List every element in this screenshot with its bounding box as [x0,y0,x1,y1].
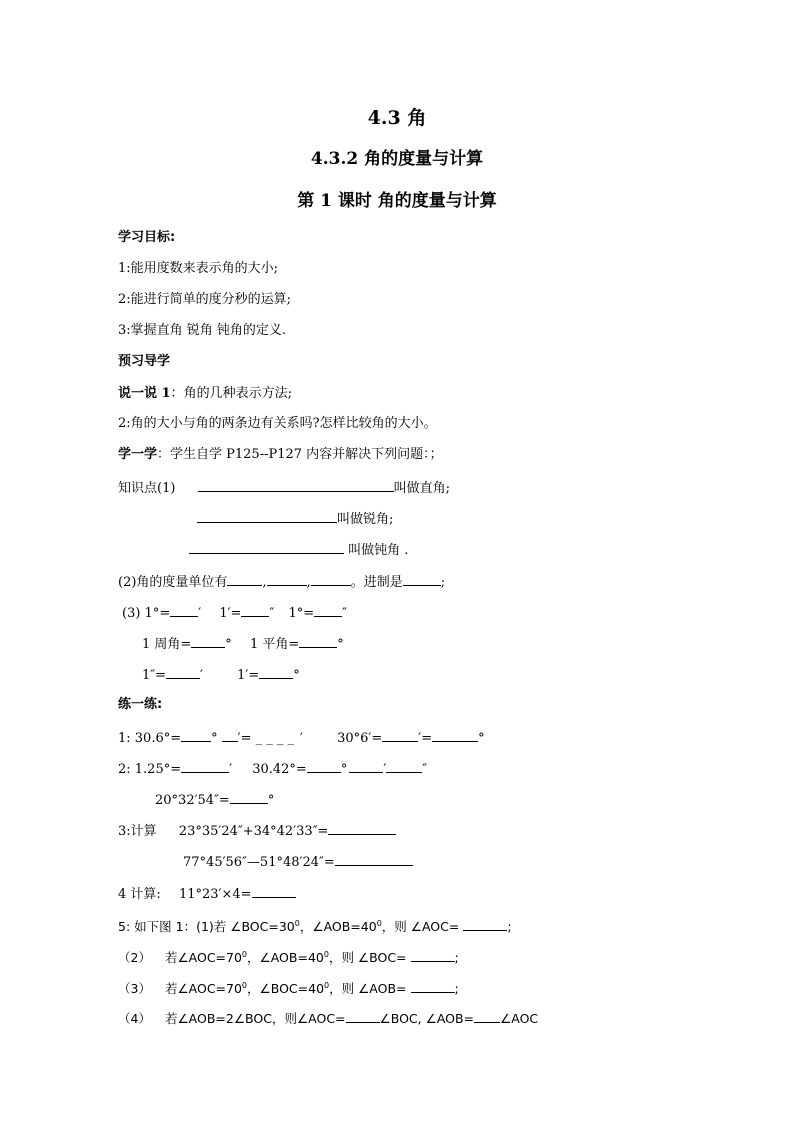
p2-g: 20°32′54″= [155,793,230,808]
learn-line [118,447,443,463]
straight-label: 1 平角= [249,637,300,652]
p2-f: ″ [422,762,428,777]
blank-deg-sec[interactable] [314,604,342,617]
blank-obtuse-angle[interactable] [189,541,344,554]
blank-unit-1[interactable] [227,573,262,586]
kp2-text-b: 。进制是 [350,575,403,590]
section-title: 4.3.2 角的度量与计算 [310,149,484,169]
p3-c: 77°45′56″—51°48′24″= [183,855,335,870]
blank-p5-1[interactable] [463,918,507,931]
p3-b: 23°35′24″+34°42′33″= [178,824,329,839]
blank-p2-4[interactable] [386,760,422,773]
turn-label: 1 周角= [142,637,192,652]
blank-p2-2[interactable] [307,760,341,773]
blank-p4[interactable] [252,885,296,898]
blank-sec-min[interactable] [166,666,200,679]
p4-a: 4 计算: [118,887,161,902]
practice-5-2 [118,947,459,966]
q3-sup-1: 0 [241,981,248,990]
objectives-heading: 学习目标: [118,230,176,245]
p2-c: 30.42°= [252,762,307,777]
objective-2: 2:能进行简单的度分秒的运算; [118,292,292,307]
min-deg-mark: ° [293,668,300,683]
blank-straight[interactable] [299,635,337,648]
p4-b: 11°23′×4= [178,887,252,902]
blank-p1-3[interactable] [382,729,418,742]
blank-p2-3[interactable] [349,760,383,773]
turn-deg: ° [225,637,232,652]
blank-q2[interactable] [411,949,455,962]
say-line-2: 2:角的大小与角的两条边有关系吗?怎样比较角的大小。 [118,416,437,431]
q3-c: ，∠BOC=40 [247,981,325,997]
blank-turn[interactable] [191,635,225,648]
kp1-prefix: 知识点(1) [118,481,176,496]
blank-p3-1[interactable] [328,822,396,835]
say-label: 说一说 1 [118,386,171,401]
blank-p2-1[interactable] [181,760,229,773]
objective-3: 3:掌握直角 锐角 钝角的定义. [118,323,287,338]
say-line [118,386,292,402]
right-angle-text: 叫做直角; [393,481,450,496]
lesson-title: 第 1 课时 角的度量与计算 [297,191,497,211]
practice-4 [118,885,296,903]
p5-b: ，∠AOB=40 [299,919,377,935]
practice-1 [118,729,485,747]
q3-sup-2: 0 [324,981,330,990]
q2-sup-1: 0 [241,950,248,959]
p2-d: ° [340,762,348,777]
p1-a: 1: 30.6°= [118,731,182,746]
practice-2b [155,791,274,809]
sec-min-mark: ′ [200,668,203,683]
p1-c: ′= _ _ _ _ [237,731,294,746]
q4-b: 若∠AOB=2∠BOC，则∠AOC= [164,1011,346,1026]
q2-a: （2） [118,950,151,966]
kp3-mark-2: ″ [269,606,275,621]
q2-b: 若∠AOC=70 [164,950,242,966]
kp3-mark-3: ″ [342,606,347,621]
p1-b: ° [211,731,218,746]
kp3-deg-eq: 1°= [288,606,315,621]
doc-title: 4.3 角 [367,107,427,129]
q2-d: ，则 ∠BOC= [328,950,411,966]
blank-p1-2[interactable] [222,729,238,742]
p2-a: 2: 1.25°= [118,762,182,777]
p2-h: ° [267,793,275,808]
p2-b: ′ [229,762,233,777]
kp1-line [118,479,450,497]
q3-d: ，则 ∠AOB= [329,981,411,997]
p3-a: 3:计算 [118,824,157,839]
q3-a: （3） [118,981,151,997]
p5-sup-1: 0 [294,919,300,928]
blank-q3[interactable] [411,980,455,993]
blank-p1-4[interactable] [432,729,478,742]
q3-e: ; [454,981,459,997]
learn-label: 学一学 [118,447,158,462]
kp3-min-eq: 1′= [219,606,242,621]
blank-min-deg[interactable] [259,666,293,679]
practice-5-3 [118,978,459,997]
p5-sup-2: 0 [376,919,382,928]
practice-5-4 [118,1010,538,1027]
practice-heading: 练一练: [118,697,163,712]
obtuse-line [189,541,408,559]
q2-c: ，∠AOB=40 [247,950,324,966]
objective-1: 1:能用度数来表示角的大小; [118,261,279,276]
p1-g: ° [478,731,485,746]
p1-f: ′= [418,731,433,746]
sec-min-line [142,666,300,684]
q4-d: ∠AOC [500,1011,539,1026]
straight-deg: ° [337,637,344,652]
sec-eq: 1″= [142,668,167,683]
p5-a: 5: 如下图 1：(1)若 ∠BOC=30 [118,919,295,935]
q3-b: 若∠AOC=70 [164,981,242,997]
preview-heading: 预习导学 [118,354,171,369]
blank-right-angle[interactable] [198,479,394,492]
blank-p2-5[interactable] [230,791,268,804]
kp2-text-a: (2)角的度量单位有 [118,575,228,590]
kp3-prefix: (3) 1°= [122,606,171,621]
blank-acute-angle[interactable] [197,510,337,523]
kp3-line [122,604,347,622]
p5-c: ，则 ∠AOC= [381,919,464,935]
blank-p1-1[interactable] [181,729,211,742]
q2-sup-2: 0 [323,950,329,959]
blank-q4-2[interactable] [474,1010,500,1023]
acute-line [197,510,393,528]
learn-text: ：学生自学 P125--P127 内容并解决下列问题：； [157,447,443,462]
practice-2 [118,760,427,778]
kp3-mark-1: ′ [198,606,202,621]
practice-3b [183,853,413,871]
min-eq: 1′= [237,668,260,683]
turn-line [142,635,344,653]
p2-e: ′ [383,762,387,777]
blank-unit-2[interactable] [267,573,307,586]
practice-5 [118,916,512,935]
say-text: ：角的几种表示方法; [170,386,292,401]
q4-c: ∠BOC, ∠AOB= [379,1011,475,1026]
acute-angle-text: 叫做锐角; [337,512,394,527]
comma-2: , [306,575,311,590]
p1-d: ′ [300,731,303,746]
blank-p3-2[interactable] [335,853,413,866]
kp2-line [118,573,445,591]
blank-deg-min[interactable] [170,604,198,617]
semicolon: ; [440,575,446,590]
p1-e: 30°6′= [337,731,383,746]
q2-e: ; [454,950,459,966]
obtuse-angle-text: 叫做钝角 . [344,543,409,558]
blank-unit-3[interactable] [311,573,351,586]
q4-a: （4） [118,1011,151,1026]
blank-min-sec[interactable] [241,604,269,617]
comma-1: , [262,575,267,590]
practice-3 [118,822,396,840]
blank-q4-1[interactable] [346,1010,380,1023]
p5-d: ; [507,919,512,935]
blank-base[interactable] [403,573,441,586]
